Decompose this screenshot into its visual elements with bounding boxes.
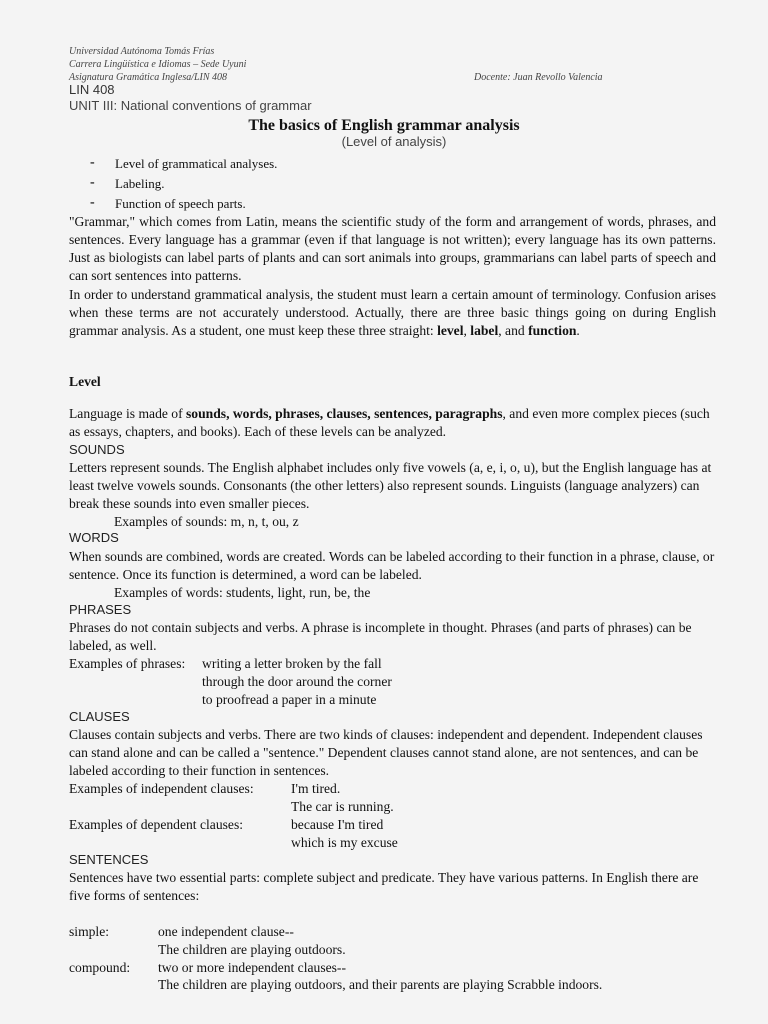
- intro-paragraph-2: [69, 286, 716, 340]
- phrase-example: through the door around the corner: [202, 674, 392, 689]
- sentence-form-label: compound:: [69, 960, 131, 975]
- separator: , and: [498, 323, 529, 338]
- sentence-form-label: simple:: [69, 924, 110, 939]
- phrases-examples-label: Examples of phrases:: [69, 656, 186, 671]
- phrases-heading: PHRASES: [69, 602, 132, 617]
- words-examples: Examples of words: students, light, run, be, the: [114, 585, 371, 600]
- document-subtitle: (Level of analysis): [341, 134, 447, 149]
- sounds-heading: SOUNDS: [69, 442, 125, 457]
- sentence-form-definition: two or more independent clauses--: [158, 960, 346, 975]
- separator: .: [576, 323, 580, 338]
- clauses-text: Clauses contain subjects and verbs. There are two kinds of clauses: independent and dependent. Independent clauses can stand alone and can be called a "sentence." Dependent clauses cannot stand alone, are not sentences, and can be labeled according to their function in sentences.: [69, 727, 703, 778]
- independent-clause-example: I'm tired.: [291, 781, 341, 796]
- document-title: The basics of English grammar analysis: [248, 117, 520, 134]
- teacher-name: Docente: Juan Revollo Valencia: [474, 72, 603, 83]
- level-text: , and even more complex pieces (such as essays, chapters, and books). Each of these levels can be analyzed.: [69, 406, 710, 439]
- intro-text: In order to understand grammatical analysis, the student must learn a certain amount of terminology. Confusion arises when these terms are not accurately understood. Actually, there are three basic things going on during English grammar analysis. As a student, one must keep these three straight:: [69, 287, 716, 338]
- term-label: label: [470, 323, 499, 338]
- independent-clauses-label: Examples of independent clauses:: [69, 781, 254, 796]
- level-paragraph: [69, 405, 716, 441]
- career-name: Carrera Lingüística e Idiomas – Sede Uyuni: [69, 59, 247, 70]
- bullet-item: Labeling.: [115, 176, 165, 191]
- university-name: Universidad Autónoma Tomás Frías: [69, 46, 215, 57]
- dependent-clauses-label: Examples of dependent clauses:: [69, 817, 244, 832]
- bullet-item: Function of speech parts.: [115, 196, 246, 211]
- sounds-examples: Examples of sounds: m, n, t, ou, z: [114, 514, 299, 529]
- bullet-item: Level of grammatical analyses.: [115, 156, 278, 171]
- dependent-clause-example: which is my excuse: [291, 835, 398, 850]
- sentences-text: Sentences have two essential parts: complete subject and predicate. They have various patterns. In English there are five forms of sentences:: [69, 870, 699, 903]
- course-code: LIN 408: [69, 82, 115, 97]
- term-function: function: [528, 323, 577, 338]
- independent-clause-example: The car is running.: [291, 799, 394, 814]
- term-level: level: [437, 323, 464, 338]
- dependent-clause-example: because I'm tired: [291, 817, 384, 832]
- level-text: Language is made of: [69, 406, 187, 421]
- words-heading: WORDS: [69, 530, 119, 545]
- sentence-form-definition: one independent clause--: [158, 924, 294, 939]
- clauses-heading: CLAUSES: [69, 709, 130, 724]
- bullet-dash: -: [90, 195, 95, 210]
- level-terms: sounds, words, phrases, clauses, sentences, paragraphs: [186, 406, 503, 421]
- words-text: When sounds are combined, words are created. Words can be labeled according to their function in a phrase, clause, or sentence. Once its function is determined, a word can be labeled.: [69, 549, 715, 582]
- bullet-dash: -: [90, 175, 95, 190]
- sentence-form-example: The children are playing outdoors.: [158, 942, 346, 957]
- sentences-heading: SENTENCES: [69, 852, 149, 867]
- unit-title: UNIT III: National conventions of grammar: [69, 98, 312, 113]
- intro-paragraph-1: "Grammar," which comes from Latin, means the scientific study of the form and arrangement of words, phrases, and sentences. Every language has a grammar (even if that language is not written); every language has its own patterns. Just as biologists can label parts of plants and can sort animals into groups, grammarians can label parts of speech and can sort sentences into patterns.: [69, 214, 716, 283]
- level-heading: Level: [69, 374, 101, 389]
- bullet-dash: -: [90, 155, 95, 170]
- phrases-text: Phrases do not contain subjects and verbs. A phrase is incomplete in thought. Phrases (and parts of phrases) can be labeled, as well.: [69, 620, 692, 653]
- sounds-text: Letters represent sounds. The English alphabet includes only five vowels (a, e, i, o, u), but the English language has at least twelve vowels sounds. Consonants (the other letters) also represent sounds. Linguists (language analyzers) can break these sounds into even smaller pieces.: [69, 460, 712, 511]
- separator: ,: [463, 323, 471, 338]
- sentence-form-example: The children are playing outdoors, and their parents are playing Scrabble indoors.: [158, 977, 603, 992]
- phrase-example: to proofread a paper in a minute: [202, 692, 377, 707]
- subject-name: Asignatura Gramática Inglesa/LIN 408: [69, 72, 228, 83]
- phrase-example: writing a letter broken by the fall: [202, 656, 382, 671]
